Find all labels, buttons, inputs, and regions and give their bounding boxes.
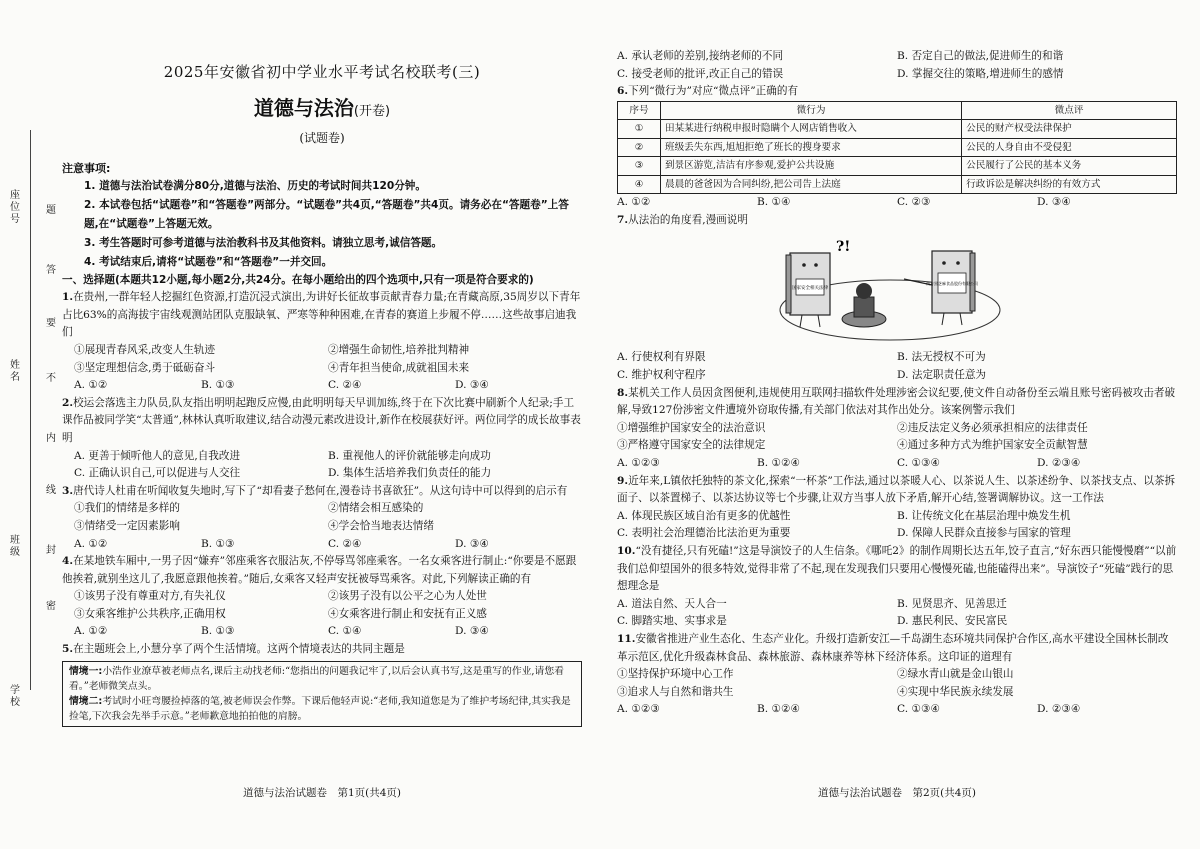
option-c: C. 维护权利守程序 xyxy=(617,369,706,382)
table-row xyxy=(618,157,1177,176)
binding-margin xyxy=(8,130,56,708)
question-6 xyxy=(617,83,1177,101)
option-b: B. 重视他人的评价就能够走向成功 xyxy=(328,449,491,462)
table-cell: 到景区游览,洁洁有序参观,爱护公共设施 xyxy=(661,157,962,176)
option-a: A. 承认老师的差别,接纳老师的不同 xyxy=(617,50,784,62)
behavior-table xyxy=(617,101,1177,195)
question-4 xyxy=(62,553,582,588)
binding-mark: 答 xyxy=(46,265,56,276)
right-book-label: 南方黑芝麻食品股份有限公司 xyxy=(926,281,978,287)
option-d: D. 惠民利民、安民富民 xyxy=(897,615,1008,628)
question-8 xyxy=(617,385,1177,420)
option-c: C. 脚踏实地、实事求是 xyxy=(617,615,727,628)
option-b: B. 见贤思齐、见善思迁 xyxy=(897,597,1007,610)
question-3 xyxy=(62,483,582,501)
statement-item: ①增强维护国家安全的法治意识 xyxy=(617,421,766,434)
table-cell: ① xyxy=(618,120,661,139)
subject-note: (开卷) xyxy=(353,104,391,119)
binding-line xyxy=(30,130,31,690)
paper-type: (试题卷) xyxy=(299,131,345,145)
statement-item: ④学会恰当地表达情绪 xyxy=(328,519,434,532)
question-3-options xyxy=(62,536,582,554)
option-a: A. 道法自然、天人合一 xyxy=(617,597,727,610)
table-cell: ④ xyxy=(618,175,661,194)
question-4-items xyxy=(62,588,582,623)
option-c: C. ①④ xyxy=(328,625,362,638)
question-stem: 下列“微行为”对应“微点评”正确的有 xyxy=(628,85,799,98)
table-row xyxy=(618,120,1177,139)
statement-item: ③情绪受一定因素影响 xyxy=(74,519,180,532)
option-a: A. ①② xyxy=(617,196,651,209)
exam-title: 2025年安徽省初中学业水平考试名校联考(三) xyxy=(163,63,481,81)
question-2-options xyxy=(62,448,582,483)
option-d: D. 掌握交往的策略,增进师生的感情 xyxy=(897,67,1064,80)
scenario-2 xyxy=(69,694,575,724)
option-b: B. ①③ xyxy=(201,625,235,638)
table-cell: 田某某进行纳税申报时隐瞒个人网店销售收入 xyxy=(661,120,962,139)
table-cell: 行政诉讼是解决纠纷的有效方式 xyxy=(962,175,1177,194)
question-9-options xyxy=(617,508,1177,543)
statement-item: ①展现青春风采,改变人生轨迹 xyxy=(74,343,216,356)
table-cell: 晨晨的爸爸因为合同纠纷,把公司告上法庭 xyxy=(661,175,962,194)
binding-mark: 线 xyxy=(46,485,56,496)
question-stem: 在主题班会上,小慧分享了两个生活情境。这两个情境表达的共同主题是 xyxy=(73,643,405,656)
question-7 xyxy=(617,212,1177,230)
scenario-box xyxy=(62,661,582,727)
table-cell: 班级丢失东西,旭旭拒绝了班长的搜身要求 xyxy=(661,138,962,157)
option-c: C. ②④ xyxy=(328,379,362,392)
table-cell: 公民履行了公民的基本义务 xyxy=(962,157,1177,176)
table-header: 微行为 xyxy=(661,101,962,120)
statement-item: ②增强生命韧性,培养批判精神 xyxy=(328,343,470,356)
option-d: D. ②③④ xyxy=(1037,703,1081,716)
option-c: C. 表明社会治理德治比法治更为重要 xyxy=(617,527,791,540)
option-c: C. ①③④ xyxy=(897,703,940,716)
statement-item: ②违反法定义务必须承担相应的法律责任 xyxy=(897,421,1088,434)
option-c: C. 正确认识自己,可以促进与人交往 xyxy=(74,467,241,480)
question-1-items xyxy=(62,342,582,377)
option-b: B. ①④ xyxy=(757,196,791,209)
statement-item: ④女乘客进行制止和安抚有正义感 xyxy=(328,607,487,620)
statement-item: ③坚定理想信念,勇于砥砺奋斗 xyxy=(74,361,216,374)
page-1 xyxy=(62,0,582,799)
table-cell: 公民的财产权受法律保护 xyxy=(962,120,1177,139)
statement-item: ①该男子没有尊重对方,有失礼仪 xyxy=(74,590,226,603)
class-label: 班级 xyxy=(10,535,20,558)
statement-item: ④实现中华民族永续发展 xyxy=(897,685,1014,698)
scenario-label: 情境二: xyxy=(69,695,103,707)
question-3-items xyxy=(62,500,582,535)
question-stem: 在贵州,一群年轻人挖掘红色资源,打造沉浸式演出,为讲好长征故事贡献青春力量;在青藏高原,35周岁以下青年占比63%的高海拔宇宙线观测站团队克服缺氧、严寒等种种困难,在青春的赛道上步履不停……这些故事启迪我们 xyxy=(62,291,581,339)
option-d: D. ③④ xyxy=(455,537,489,550)
section-heading: 一、选择题(本题共12小题,每小题2分,共24分。在每小题给出的四个选项中,只有一项是符合要求的) xyxy=(62,274,534,287)
seat-label: 座位号 xyxy=(10,190,20,225)
left-book-label: 国家安全相关法律 xyxy=(792,286,828,292)
option-d: D. 保障人民群众直接参与国家的管理 xyxy=(897,527,1071,540)
surprise-marks: ?! xyxy=(836,239,851,256)
option-d: D. ③④ xyxy=(1037,196,1071,209)
question-stem: 在某地铁车厢中,一男子因“嫌弃”邻座乘客衣服沾灰,不停辱骂邻座乘客。一名女乘客进行制止:“你要是不愿跟他挨着,就别坐这儿了,我愿意跟他挨着。”随后,女乘客又轻声安抚被辱骂乘客。对此,下列解读正确的有 xyxy=(62,555,577,585)
binding-mark: 密 xyxy=(46,601,56,612)
name-label: 姓名 xyxy=(10,360,20,383)
table-header: 序号 xyxy=(618,101,661,120)
page-2 xyxy=(617,0,1177,799)
option-d: D. ③④ xyxy=(455,625,489,638)
stamp-icon xyxy=(842,283,886,327)
notice-title: 注意事项: xyxy=(62,161,111,175)
option-a: A. ①② xyxy=(74,625,108,638)
question-5 xyxy=(62,641,582,659)
option-a: A. 行使权利有界限 xyxy=(617,351,706,364)
statement-item: ③严格遵守国家安全的法律规定 xyxy=(617,439,766,452)
table-cell: ② xyxy=(618,138,661,157)
notice-list xyxy=(62,177,582,272)
question-1 xyxy=(62,289,582,342)
question-number: 3. xyxy=(62,484,74,497)
option-a: A. 体现民族区域自治有更多的优越性 xyxy=(617,509,791,522)
subject-name: 道德与法治 xyxy=(253,96,354,120)
table-row xyxy=(618,175,1177,194)
cartoon-svg xyxy=(772,235,1008,345)
statement-item: ④通过多种方式为维护国家安全贡献智慧 xyxy=(897,439,1088,452)
option-a: A. ①②③ xyxy=(617,457,660,470)
question-number: 1. xyxy=(62,291,74,304)
question-1-options xyxy=(62,377,582,395)
statement-item: ②绿水青山就是金山银山 xyxy=(897,668,1014,681)
option-a: A. 更善于倾听他人的意见,自我改进 xyxy=(74,449,241,462)
question-number: 4. xyxy=(62,555,74,568)
statement-item: ②该男子没有以公平之心为人处世 xyxy=(328,590,487,603)
question-number: 7. xyxy=(617,213,629,226)
notice-item: 2. 本试卷包括“试题卷”和“答题卷”两部分。“试题卷”共4页,“答题卷”共4页。请务必在“答题卷”上答题,在“试题卷”上答题无效。 xyxy=(84,199,569,231)
statement-item: ②情绪会相互感染的 xyxy=(328,502,424,515)
notice-item: 3. 考生答题时可参考道德与法治教科书及其他资料。请独立思考,诚信答题。 xyxy=(84,237,443,250)
option-b: B. ①②④ xyxy=(757,703,801,716)
question-number: 11. xyxy=(617,632,636,645)
question-number: 5. xyxy=(62,643,74,656)
binding-mark: 不 xyxy=(46,373,56,384)
statement-item: ③女乘客维护公共秩序,正确用权 xyxy=(74,607,226,620)
scenario-label: 情境一: xyxy=(69,665,103,677)
option-c: C. 接受老师的批评,改正自己的错误 xyxy=(617,67,784,80)
table-header: 微点评 xyxy=(962,101,1177,120)
binding-mark: 封 xyxy=(46,545,56,556)
right-book-character xyxy=(904,251,975,325)
question-stem: 唐代诗人杜甫在听闻收复失地时,写下了“却看妻子愁何在,漫卷诗书喜欲狂”。从这句诗中可以得到的启示有 xyxy=(73,484,568,497)
question-2 xyxy=(62,395,582,448)
question-10-options xyxy=(617,596,1177,631)
binding-mark: 内 xyxy=(46,433,56,444)
statement-item: ①坚持保护环境中心工作 xyxy=(617,668,734,681)
option-b: B. 否定自己的做法,促进师生的和谐 xyxy=(897,50,1064,62)
subject-title xyxy=(62,94,582,126)
question-stem: 从法治的角度看,漫画说明 xyxy=(628,213,748,226)
statement-item: ④青年担当使命,成就祖国未来 xyxy=(328,361,470,374)
question-stem: 近年来,L镇依托独特的茶文化,探索“一杯茶”工作法,通过以茶暖人心、以茶说人生、以茶述纷争、以茶找支点、以茶拆面子、以茶置梯子、以茶达协议等七个步骤,让双方当事人放下矛盾,解开心结,签署调解协议。这一工作法 xyxy=(617,474,1176,505)
question-number: 8. xyxy=(617,386,629,399)
question-10 xyxy=(617,543,1177,596)
cartoon-illustration xyxy=(772,235,1008,345)
question-5-options xyxy=(617,48,1177,83)
question-11-items xyxy=(617,666,1177,701)
option-a: A. ①② xyxy=(74,379,108,392)
question-11 xyxy=(617,631,1177,666)
option-d: D. ③④ xyxy=(455,379,489,392)
binding-mark: 要 xyxy=(46,318,56,329)
option-b: B. ①③ xyxy=(201,537,235,550)
option-a: A. ①②③ xyxy=(617,703,660,716)
question-8-items xyxy=(617,420,1177,455)
binding-mark: 题 xyxy=(46,205,56,216)
page-footer: 道德与法治试题卷 第1页(共4页) xyxy=(242,787,402,799)
option-b: B. 法无授权不可为 xyxy=(897,351,986,364)
option-d: D. 法定职责任意为 xyxy=(897,369,987,382)
option-c: C. ①③④ xyxy=(897,457,940,470)
table-header-row xyxy=(618,101,1177,120)
question-4-options xyxy=(62,623,582,641)
question-number: 9. xyxy=(617,474,629,487)
option-a: A. ①② xyxy=(74,537,108,550)
statement-item: ①我们的情绪是多样的 xyxy=(74,502,180,515)
question-8-options xyxy=(617,455,1177,473)
question-6-options xyxy=(617,194,1177,212)
statement-item: ③追求人与自然和谐共生 xyxy=(617,685,734,698)
question-number: 6. xyxy=(617,85,629,98)
option-b: B. ①②④ xyxy=(757,457,801,470)
notice-item: 1. 道德与法治试卷满分80分,道德与法治、历史的考试时间共120分钟。 xyxy=(84,180,426,193)
table-cell: ③ xyxy=(618,157,661,176)
question-7-options xyxy=(617,349,1177,384)
top-spacer xyxy=(617,0,1177,48)
option-b: B. ①③ xyxy=(201,379,235,392)
question-number: 10. xyxy=(617,545,636,557)
table-row xyxy=(618,138,1177,157)
option-d: D. ②③④ xyxy=(1037,457,1081,470)
option-b: B. 让传统文化在基层治理中焕发生机 xyxy=(897,509,1071,522)
page-footer: 道德与法治试题卷 第2页(共4页) xyxy=(817,787,977,799)
question-stem: 校运会落选主力队员,队友指出明明起跑反应慢,由此明明每天早训加练,终于在下次比赛中刷新个人纪录;手工课作品被同学笑“太普通”,林林认真听取建议,结合动漫元素改进设计,新作在校展获好评。两位同学的成长故事表明 xyxy=(62,396,581,444)
option-c: C. ②③ xyxy=(897,196,931,209)
notice-item: 4. 考试结束后,请将“试题卷”和“答题卷”一并交回。 xyxy=(84,256,333,269)
option-d: D. 集体生活培养我们负责任的能力 xyxy=(328,467,492,480)
question-9 xyxy=(617,473,1177,508)
scenario-1 xyxy=(69,664,575,694)
school-label: 学校 xyxy=(10,685,20,708)
scenario-text: 考试时小旺弯腰捡掉落的笔,被老师误会作弊。下课后他轻声说:“老师,我知道您是为了维护考场纪律,其实我是捡笔,下次我会先举手示意。”老师歉意地拍拍他的肩膀。 xyxy=(69,695,571,722)
option-c: C. ②④ xyxy=(328,537,362,550)
scenario-text: 小浩作业潦草被老师点名,课后主动找老师:“您指出的问题我记牢了,以后会认真书写,这是重写的作业,请您看看。”老师微笑点头。 xyxy=(69,665,564,692)
table-cell: 公民的人身自由不受侵犯 xyxy=(962,138,1177,157)
question-stem: 安徽省推进产业生态化、生态产业化。升级打造新安江—千岛湖生态环境共同保护合作区,高水平建设全国林长制改革示范区,优化升级森林食品、森林旅游、森林康养等林下经济体系。这印证的道理有 xyxy=(617,632,1169,663)
question-stem: 某机关工作人员因贪图便利,违规使用互联网扫描软件处理涉密会议纪要,使文件自动备份至云端且账号密码被攻击者破解,导致127份涉密文件遭境外窃取传播,有关部门依法对其作出处分。该案例警示我们 xyxy=(617,386,1176,417)
question-11-options xyxy=(617,701,1177,719)
question-stem: “没有捷径,只有死磕!”这是导演饺子的人生信条。《哪吒2》的制作周期长达五年,饺子直言,“好东西只能慢慢磨”“以前我们总仰望国外的很多特效,觉得非常了不起,现在发现我们只要用心慢慢死磕,也能磕得出来”。导演饺子“死磕”践行的思想理念是 xyxy=(617,545,1177,593)
question-number: 2. xyxy=(62,396,74,409)
